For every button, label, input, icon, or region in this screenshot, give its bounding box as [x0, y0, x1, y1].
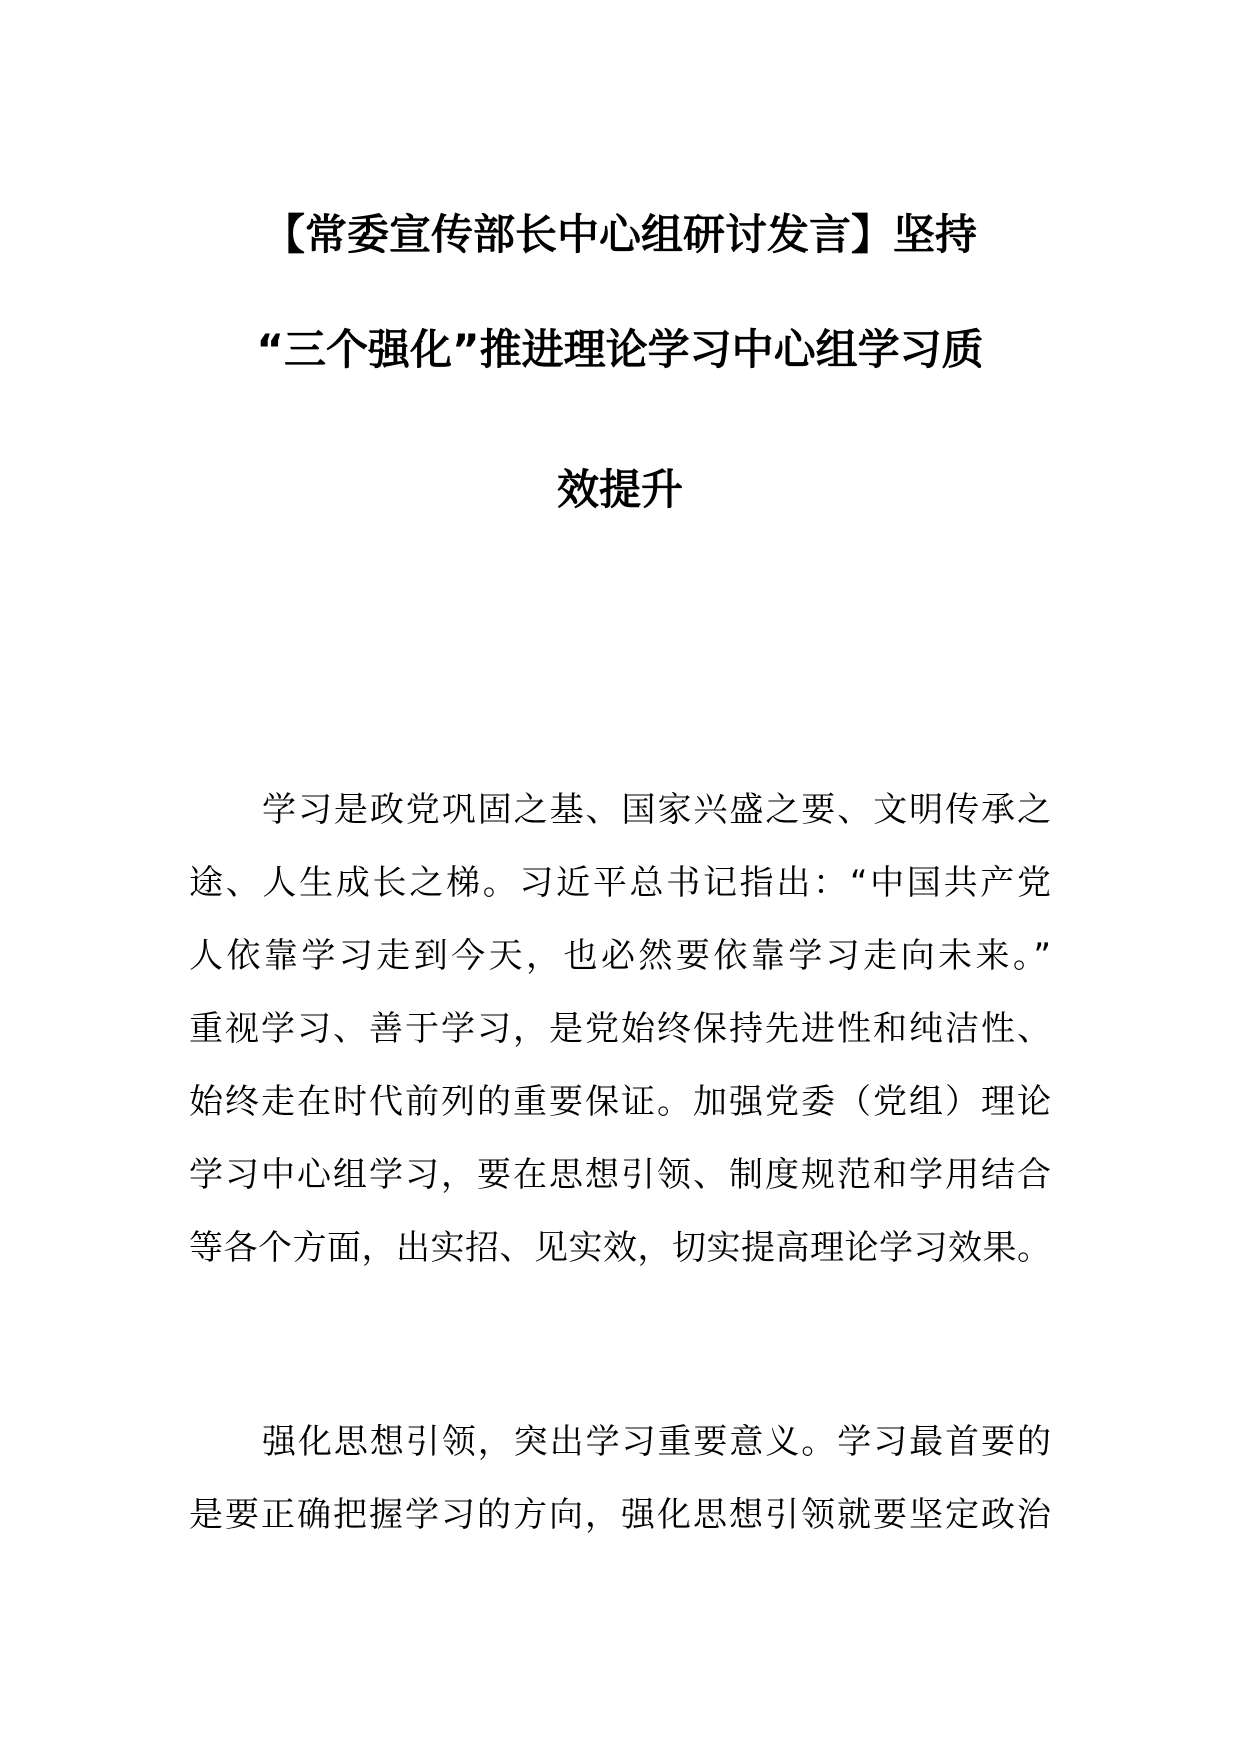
paragraph-1-line-2: 途、人生成长之梯。习近平总书记指出：“中国共产党 [189, 863, 1051, 903]
paragraph-1-line-1: 学习是政党巩固之基、国家兴盛之要、文明传承之 [262, 790, 1051, 830]
paragraph-1-line-3: 人依靠学习走到今天，也必然要依靠学习走向未来。” [189, 936, 1051, 976]
paragraph-1-line-6: 学习中心组学习，要在思想引领、制度规范和学用结合 [189, 1155, 1051, 1195]
title-line-1: 【常委宣传部长中心组研讨发言】坚持 [262, 210, 977, 259]
paragraph-2-line-1: 强化思想引领，突出学习重要意义。学习最首要的 [262, 1422, 1051, 1462]
title-line-3: 效提升 [556, 465, 683, 514]
paragraph-1-line-4: 重视学习、善于学习，是党始终保持先进性和纯洁性、 [189, 1009, 1051, 1049]
paragraph-1-line-7: 等各个方面，出实招、见实效，切实提高理论学习效果。 [189, 1228, 1051, 1268]
paragraph-1-line-5: 始终走在时代前列的重要保证。加强党委（党组）理论 [189, 1082, 1051, 1122]
title-line-2: “三个强化”推进理论学习中心组学习质 [256, 325, 984, 374]
paragraph-2-line-2: 是要正确把握学习的方向，强化思想引领就要坚定政治 [189, 1495, 1051, 1535]
